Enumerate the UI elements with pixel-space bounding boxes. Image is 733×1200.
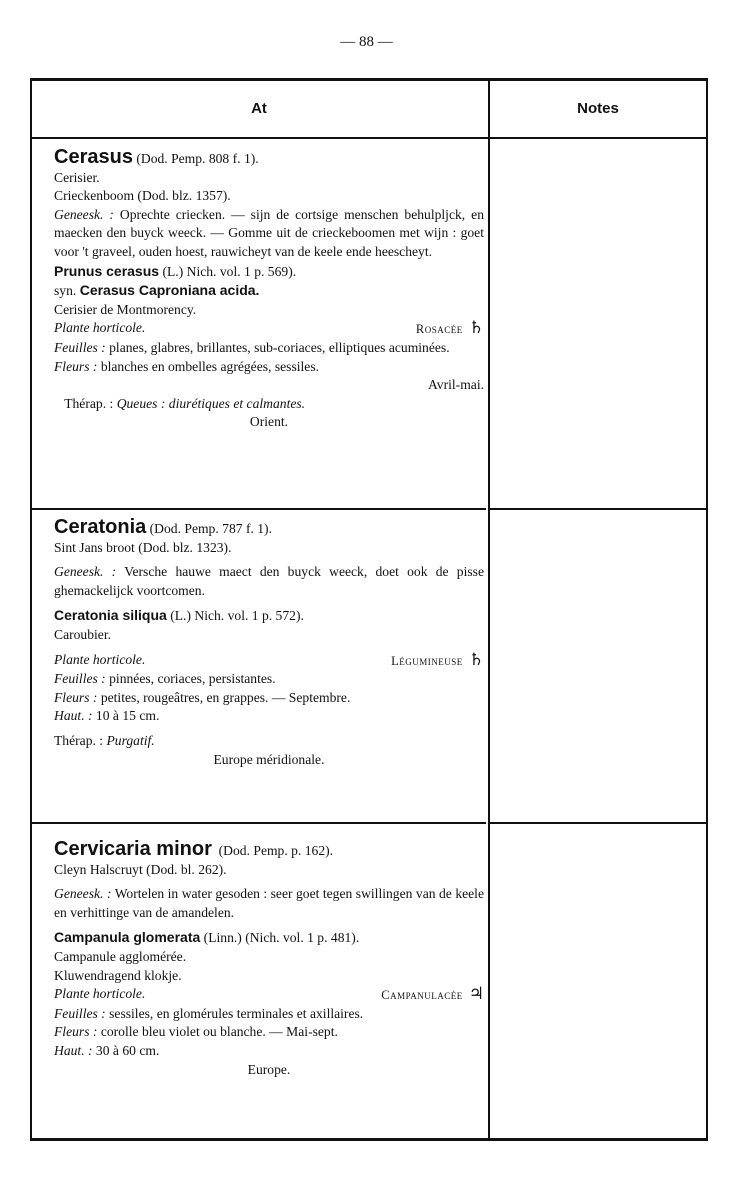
haut-text: 10 à 15 cm. (95, 708, 160, 724)
origin: Orient. (249, 414, 289, 430)
latin-name: Campanula glomerata (54, 929, 201, 946)
geneesk-paragraph (54, 885, 484, 922)
latin-ref: (L.) Nich. vol. 1 p. 572). (170, 608, 304, 624)
entry-title: Cerasus (54, 146, 133, 168)
geneesk-text: Oprechte criecken. — sijn de cortsige menschen behulpljck, en maecken den buyck weeck. — Gomme uit de crieckeboomen met wijn : goet voor 't graveel, ouden hoest, rauwicheyt van de keele ende heescheyt. (54, 206, 484, 259)
feuilles-text: planes, glabres, brillantes, sub-coriaces, elliptiques acuminées. (109, 339, 450, 355)
fleurs-text: petites, rougeâtres, en grappes. — Septembre. (100, 689, 351, 705)
family-name: Légumineuse (391, 653, 463, 668)
entry-title: Cervicaria minor (54, 838, 212, 860)
entry-title-ref: (Dod. Pemp. 787 f. 1). (149, 521, 272, 536)
latin-ref: (Linn.) (Nich. vol. 1 p. 481). (203, 930, 360, 946)
latin-ref: (L.) Nich. vol. 1 p. 569). (162, 263, 297, 279)
geneesk-paragraph (54, 206, 484, 262)
common-name: Cerisier de Montmorency. (54, 301, 197, 317)
divider-1-notes (490, 508, 708, 510)
common-name: Caroubier. (54, 626, 112, 642)
plante-label: Plante horticole. (54, 986, 146, 1002)
entry-line: Cerisier. (54, 169, 100, 185)
family-symbol-icon: ♄ (468, 649, 484, 669)
geneesk-text: Wortelen in water gesoden : seer goet tegen swillingen van de keele en verhittinge van de amandelen. (54, 886, 484, 920)
entry-line: Crieckenboom (Dod. blz. 1357). (54, 188, 231, 204)
top-rule (30, 78, 708, 81)
family-name: Campanulacée (381, 988, 463, 1003)
therap-text: Queues : diurétiques et calmantes. (116, 395, 306, 411)
fleurs-text: blanches en ombelles agrégées, sessiles. (100, 358, 320, 374)
feuilles-text: sessiles, en glomérules terminales et axillaires. (109, 1005, 364, 1021)
family-name: Rosacée (415, 322, 463, 337)
entry-cerasus (54, 148, 484, 432)
entry-title-ref: (Dod. Pemp. p. 162). (218, 843, 334, 858)
column-header-notes: Notes (577, 100, 619, 117)
geneesk-label: Geneesk. : (54, 564, 117, 580)
syn-prefix: syn. (54, 283, 77, 299)
geneesk-paragraph (54, 563, 484, 600)
fleurs-label: Fleurs : (54, 1024, 98, 1040)
entry-cervicaria-minor (54, 840, 484, 1079)
feuilles-label: Feuilles : (54, 339, 106, 355)
bottom-rule (30, 1138, 708, 1141)
family-symbol-icon: ♃ (468, 984, 484, 1004)
table-frame (30, 78, 708, 1150)
fleurs-text: corolle bleu violet ou blanche. — Mai-sept. (100, 1024, 338, 1040)
season: Avril-mai. (428, 377, 484, 393)
feuilles-text: pinnées, coriaces, persistantes. (109, 671, 276, 687)
common-name: Kluwendragend klokje. (54, 967, 182, 983)
therap-label: Thérap. : (54, 732, 104, 748)
plante-label: Plante horticole. (54, 651, 146, 667)
fleurs-label: Fleurs : (54, 689, 98, 705)
entry-ceratonia (54, 518, 484, 769)
therap-text: Purgatif. (106, 732, 155, 748)
geneesk-label: Geneesk. : (54, 206, 114, 222)
fleurs-label: Fleurs : (54, 358, 98, 374)
haut-text: 30 à 60 cm. (95, 1042, 160, 1058)
entry-title: Ceratonia (54, 516, 147, 538)
feuilles-label: Feuilles : (54, 1005, 106, 1021)
left-rule (30, 78, 32, 1141)
origin: Europe méridionale. (213, 751, 325, 767)
latin-name: Prunus cerasus (54, 262, 160, 279)
divider-1 (30, 508, 486, 510)
entry-line: Sint Jans broot (Dod. blz. 1323). (54, 539, 232, 555)
family-symbol-icon: ♄ (468, 318, 484, 338)
haut-label: Haut. : (54, 1042, 93, 1058)
feuilles-label: Feuilles : (54, 671, 106, 687)
header-rule (30, 137, 708, 139)
geneesk-label: Geneesk. : (54, 886, 112, 902)
column-rule (488, 78, 490, 1141)
page-number: — 88 — (340, 34, 393, 50)
divider-2-notes (490, 822, 708, 824)
entry-title-ref: (Dod. Pemp. 808 f. 1). (136, 151, 259, 166)
right-rule (706, 78, 708, 1141)
column-header-main: At (251, 100, 267, 117)
therap-label: Thérap. : (64, 395, 114, 411)
common-name: Campanule agglomérée. (54, 948, 187, 964)
geneesk-text: Versche hauwe maect den buyck weeck, doet ook de pisse ghemackelijck voortcomen. (54, 564, 484, 598)
haut-label: Haut. : (54, 708, 93, 724)
entry-line: Cleyn Halscruyt (Dod. bl. 262). (54, 861, 227, 877)
latin-name: Ceratonia siliqua (54, 607, 167, 624)
origin: Europe. (247, 1061, 291, 1077)
syn-name: Cerasus Caproniana acida. (79, 282, 260, 299)
plante-label: Plante horticole. (54, 320, 146, 336)
divider-2 (30, 822, 486, 824)
